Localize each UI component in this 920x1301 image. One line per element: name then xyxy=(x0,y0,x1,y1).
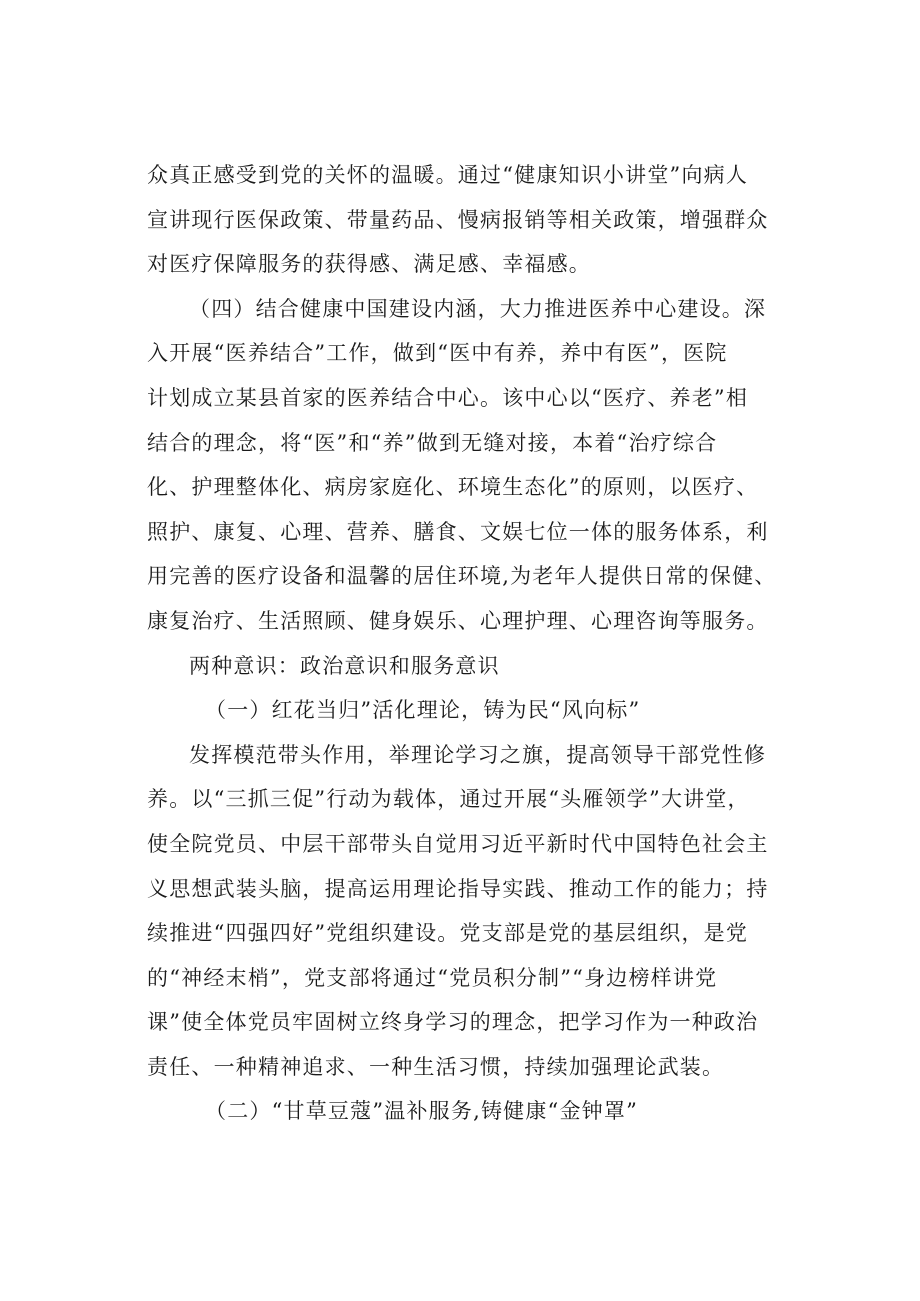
text-line: 宣讲现行医保政策、带量药品、慢病报销等相关政策，增强群众 xyxy=(147,207,769,232)
text-line: 发挥模范带头作用，举理论学习之旗，提高领导干部党性修 xyxy=(189,742,767,767)
text-line: 结合的理念，将“医”和“养”做到无缝对接，本着“治疗综合 xyxy=(147,430,718,455)
heading-text: （二）“甘草豆蔻”温补服务,铸健康“金钟罩” xyxy=(205,1099,639,1124)
text-line: 养。以“三抓三促”行动为载体，通过开展“头雁领学”大讲堂， xyxy=(147,787,750,812)
text-line: （四）结合健康中国建设内涵，大力推进医养中心建设。深 xyxy=(189,296,767,321)
heading-text: （一）红花当归”活化理论，铸为民“风向标” xyxy=(205,698,641,723)
document-body xyxy=(147,153,827,1134)
subsection-heading-two xyxy=(147,1089,827,1134)
section-heading-two-awareness xyxy=(147,644,827,689)
text-line: 入开展“医养结合”工作，做到“医中有养，养中有医”，医院 xyxy=(147,341,728,366)
text-line: 对医疗保障服务的获得感、满足感、幸福感。 xyxy=(147,252,591,277)
text-line: 使全院党员、中层干部带头自觉用习近平新时代中国特色社会主 xyxy=(147,831,769,856)
text-line: 的“神经末梢”，党支部将通过“党员积分制”“身边榜样讲党 xyxy=(147,965,718,990)
text-line: 续推进“四强四好”党组织建设。党支部是党的基层组织，是党 xyxy=(147,921,749,946)
text-line: 义思想武装头脑，提高运用理论指导实践、推动工作的能力；持 xyxy=(147,876,769,901)
text-line: 众真正感受到党的关怀的温暖。通过“健康知识小讲堂”向病人 xyxy=(147,163,749,187)
paragraph-theory-study xyxy=(147,733,827,1090)
text-line: 康复治疗、生活照顾、健身娱乐、心理护理、心理咨询等服务。 xyxy=(147,608,769,633)
text-line: 化、护理整体化、病房家庭化、环境生态化”的原则，以医疗、 xyxy=(147,475,759,500)
paragraph-continuation xyxy=(147,153,827,287)
heading-text: 两种意识：政治意识和服务意识 xyxy=(189,653,500,678)
subsection-heading-one xyxy=(147,688,827,733)
text-line: 用完善的医疗设备和温馨的居住环境,为老年人提供日常的保健、 xyxy=(147,564,777,589)
text-line: 责任、一种精神追求、一种生活习惯，持续加强理论武装。 xyxy=(147,1054,725,1079)
text-line: 照护、康复、心理、营养、膳食、文娱七位一体的服务体系，利 xyxy=(147,519,769,544)
text-line: 课”使全体党员牢固树立终身学习的理念，把学习作为一种政治 xyxy=(147,1010,759,1035)
paragraph-medical-care-center xyxy=(147,287,827,644)
text-line: 计划成立某县首家的医养结合中心。该中心以“医疗、养老”相 xyxy=(147,385,749,410)
